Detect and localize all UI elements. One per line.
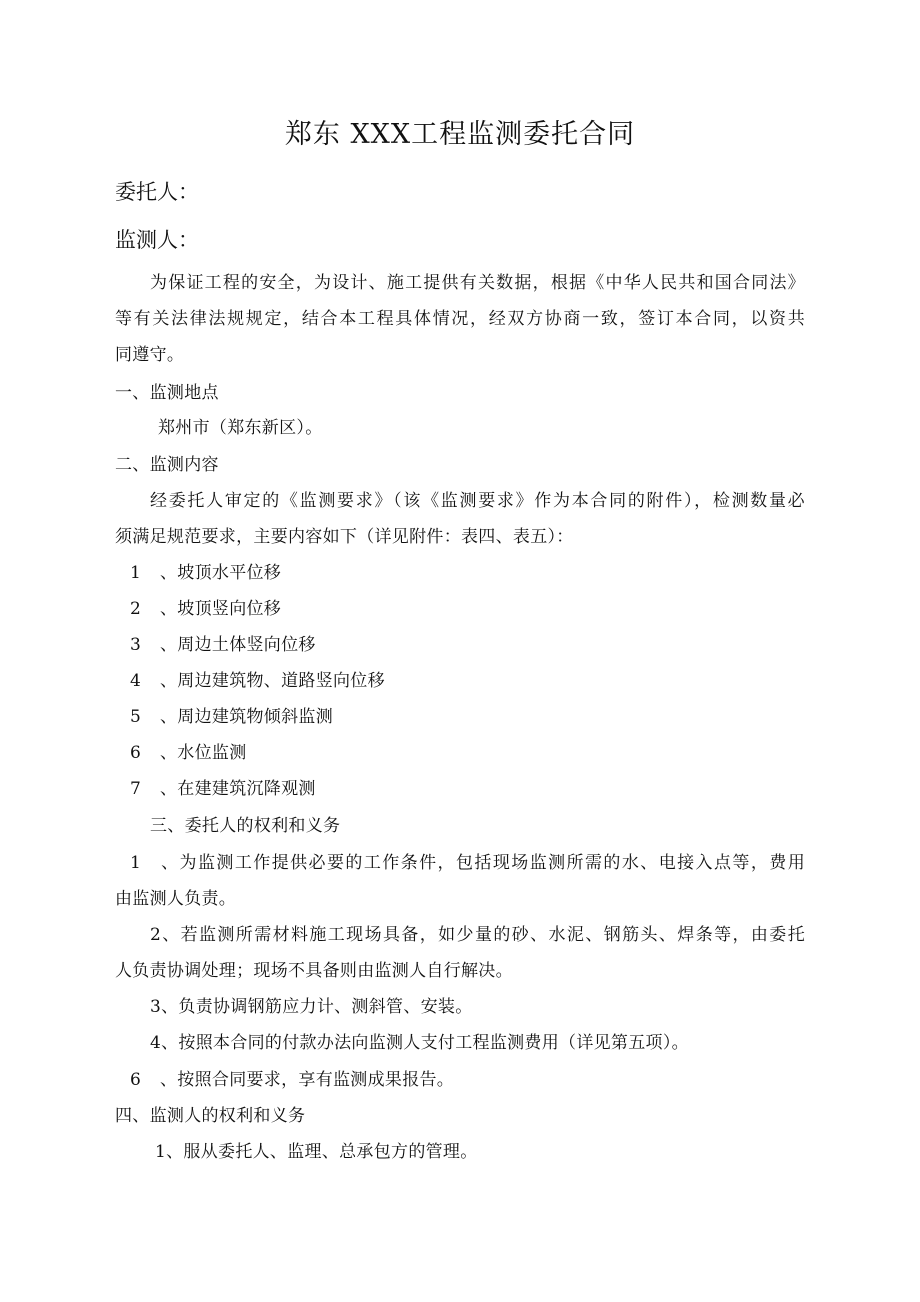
list-item-num: 7 xyxy=(130,779,142,799)
monitor-label: 监测人： xyxy=(115,228,199,252)
section3-item2-line-1: 2、若监测所需材料施工现场具备，如少量的砂、水泥、钢筋头、焊条等，由委托 xyxy=(150,925,805,945)
intro-line-1: 为保证工程的安全，为设计、施工提供有关数据，根据《中华人民共和国合同法》 xyxy=(150,273,805,293)
list-item-text: 、在建建筑沉降观测 xyxy=(160,779,316,799)
list-item-text: 、坡顶水平位移 xyxy=(160,563,282,583)
list-item-num: 1 xyxy=(130,563,142,583)
list-item-num: 6 xyxy=(130,743,142,763)
section3-item4: 4、按照本合同的付款办法向监测人支付工程监测费用（详见第五项）。 xyxy=(150,1033,689,1053)
section2-para-line-1: 经委托人审定的《监测要求》（该《监测要求》作为本合同的附件），检测数量必 xyxy=(150,491,805,511)
section3-item1-text: 、为监测工作提供必要的工作条件，包括现场监测所需的水、电接入点等，费用 xyxy=(160,853,805,873)
section1-text: 郑州市（郑东新区）。 xyxy=(158,418,323,438)
list-item xyxy=(130,738,247,763)
list-item-num: 3 xyxy=(130,635,142,655)
section3-item1-line-1 xyxy=(130,848,805,873)
list-item-text: 、周边土体竖向位移 xyxy=(160,635,316,655)
section3-item1-num: 1 xyxy=(130,853,142,873)
list-item xyxy=(130,630,316,655)
section1-heading: 一、监测地点 xyxy=(115,383,219,403)
list-item-text: 、水位监测 xyxy=(160,743,247,763)
section3-item1-line-2: 由监测人负责。 xyxy=(115,889,237,909)
contract-title: 郑东 XXX工程监测委托合同 xyxy=(284,119,636,150)
section3-item6 xyxy=(130,1065,454,1090)
list-item xyxy=(130,558,281,583)
list-item xyxy=(130,774,316,799)
list-item xyxy=(130,702,333,727)
section3-item2-line-2: 人负责协调处理；现场不具备则由监测人自行解决。 xyxy=(115,961,513,981)
intro-line-3: 同遵守。 xyxy=(115,345,185,365)
list-item xyxy=(130,594,281,619)
list-item-num: 5 xyxy=(130,707,142,727)
section3-item6-text: 、按照合同要求，享有监测成果报告。 xyxy=(160,1070,455,1090)
section2-para-line-2: 须满足规范要求，主要内容如下（详见附件：表四、表五）： xyxy=(115,527,574,547)
section3-item3: 3、负责协调钢筋应力计、测斜管、安装。 xyxy=(150,997,473,1017)
section4-heading: 四、监测人的权利和义务 xyxy=(115,1106,306,1126)
section3-heading: 三、委托人的权利和义务 xyxy=(150,816,341,836)
list-item-num: 4 xyxy=(130,671,142,691)
list-item-num: 2 xyxy=(130,599,142,619)
list-item xyxy=(130,666,385,691)
section3-item6-num: 6 xyxy=(130,1070,142,1090)
list-item-text: 、周边建筑物倾斜监测 xyxy=(160,707,333,727)
intro-line-2: 等有关法律法规规定，结合本工程具体情况，经双方协商一致，签订本合同，以资共 xyxy=(115,309,805,329)
section2-heading: 二、监测内容 xyxy=(115,455,219,475)
section4-item1: 1、服从委托人、监理、总承包方的管理。 xyxy=(155,1142,478,1162)
client-label: 委托人： xyxy=(115,180,199,204)
list-item-text: 、坡顶竖向位移 xyxy=(160,599,282,619)
list-item-text: 、周边建筑物、道路竖向位移 xyxy=(160,671,385,691)
